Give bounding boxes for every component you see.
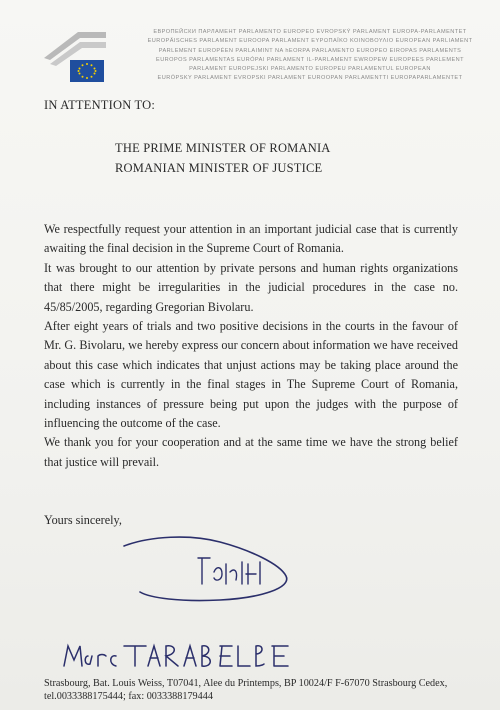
handwritten-name bbox=[60, 640, 350, 672]
parliament-names-row: EUROPOS PARLAMENTAS EURÓPAI PARLAMENT IL-PARLAMENT EWROPEW EUROPEES PARLEMENT bbox=[156, 56, 464, 63]
letter-footer bbox=[44, 677, 484, 703]
parliament-names-row: EUROPÄISCHES PARLAMENT EUROOPA PARLAMENT ΕΥΡΩΠΑΪΚΟ ΚΟΙΝΟΒΟΥΛΙΟ EUROPEAN PARLIAMENT bbox=[147, 38, 473, 45]
letter-body bbox=[44, 220, 458, 472]
paragraph-thanks: We thank you for your cooperation and at the same time we have the strong belief that justice will prevail. bbox=[44, 435, 458, 469]
paragraph-request: We respectfully request your attention in an important judicial case that is currently awaiting the final decision in the Supreme Court of Romania. bbox=[44, 222, 458, 256]
parliament-names-list bbox=[130, 28, 490, 84]
recipient-minister-of-justice: ROMANIAN MINISTER OF JUSTICE bbox=[115, 161, 323, 175]
parliament-names-row: ЕВРОПЕЙСКИ ПАРЛАМЕНТ PARLAMENTO EUROPEO EVROPSKÝ PARLAMENT EUROPA-PARLAMENTET bbox=[153, 29, 467, 35]
recipient-prime-minister: THE PRIME MINISTER OF ROMANIA bbox=[115, 141, 331, 155]
attention-heading: IN ATTENTION TO: bbox=[44, 98, 156, 112]
parliament-names-row: PARLEMENT EUROPÉEN PARLAIMINT NA hEORPA PARLAMENTO EUROPEO EIROPAS PARLAMENTS bbox=[158, 47, 462, 54]
european-parliament-logo bbox=[40, 30, 110, 86]
handwritten-signature bbox=[110, 528, 310, 608]
parliament-names-row: PARLAMENT EUROPEJSKI PARLAMENTO EUROPEU PARLAMENTUL EUROPEAN bbox=[189, 66, 431, 73]
closing-salutation: Yours sincerely, bbox=[44, 513, 122, 527]
paragraph-irregularities: It was brought to our attention by private persons and human rights organizations that there might be irregularities in the judicial procedures in the case no. 45/85/2005, regarding Gregorian Bivolaru. bbox=[44, 260, 458, 314]
parliament-names-row: EURÓPSKY PARLAMENT EVROPSKI PARLAMENT EUROOPAN PARLAMENTTI EUROPAPARLAMENTET bbox=[157, 75, 463, 82]
footer-contact: tel.0033388175444; fax: 0033388179444 bbox=[44, 691, 213, 702]
footer-address: Strasbourg, Bat. Louis Weiss, T07041, Alee du Printemps, BP 10024/F F-67070 Strasbourg Cedex, bbox=[44, 678, 448, 689]
paragraph-concern: After eight years of trials and two positive decisions in the courts in the favour of Mr. G. Bivolaru, we hereby express our concern about information we have received about this case which indicates that unjust actions may be taking place around the case which is currently in the final stages in The Supreme Court of Romania, including instances of pressure being put upon the judges with the purpose of influencing the outcome of the case. bbox=[44, 319, 458, 431]
